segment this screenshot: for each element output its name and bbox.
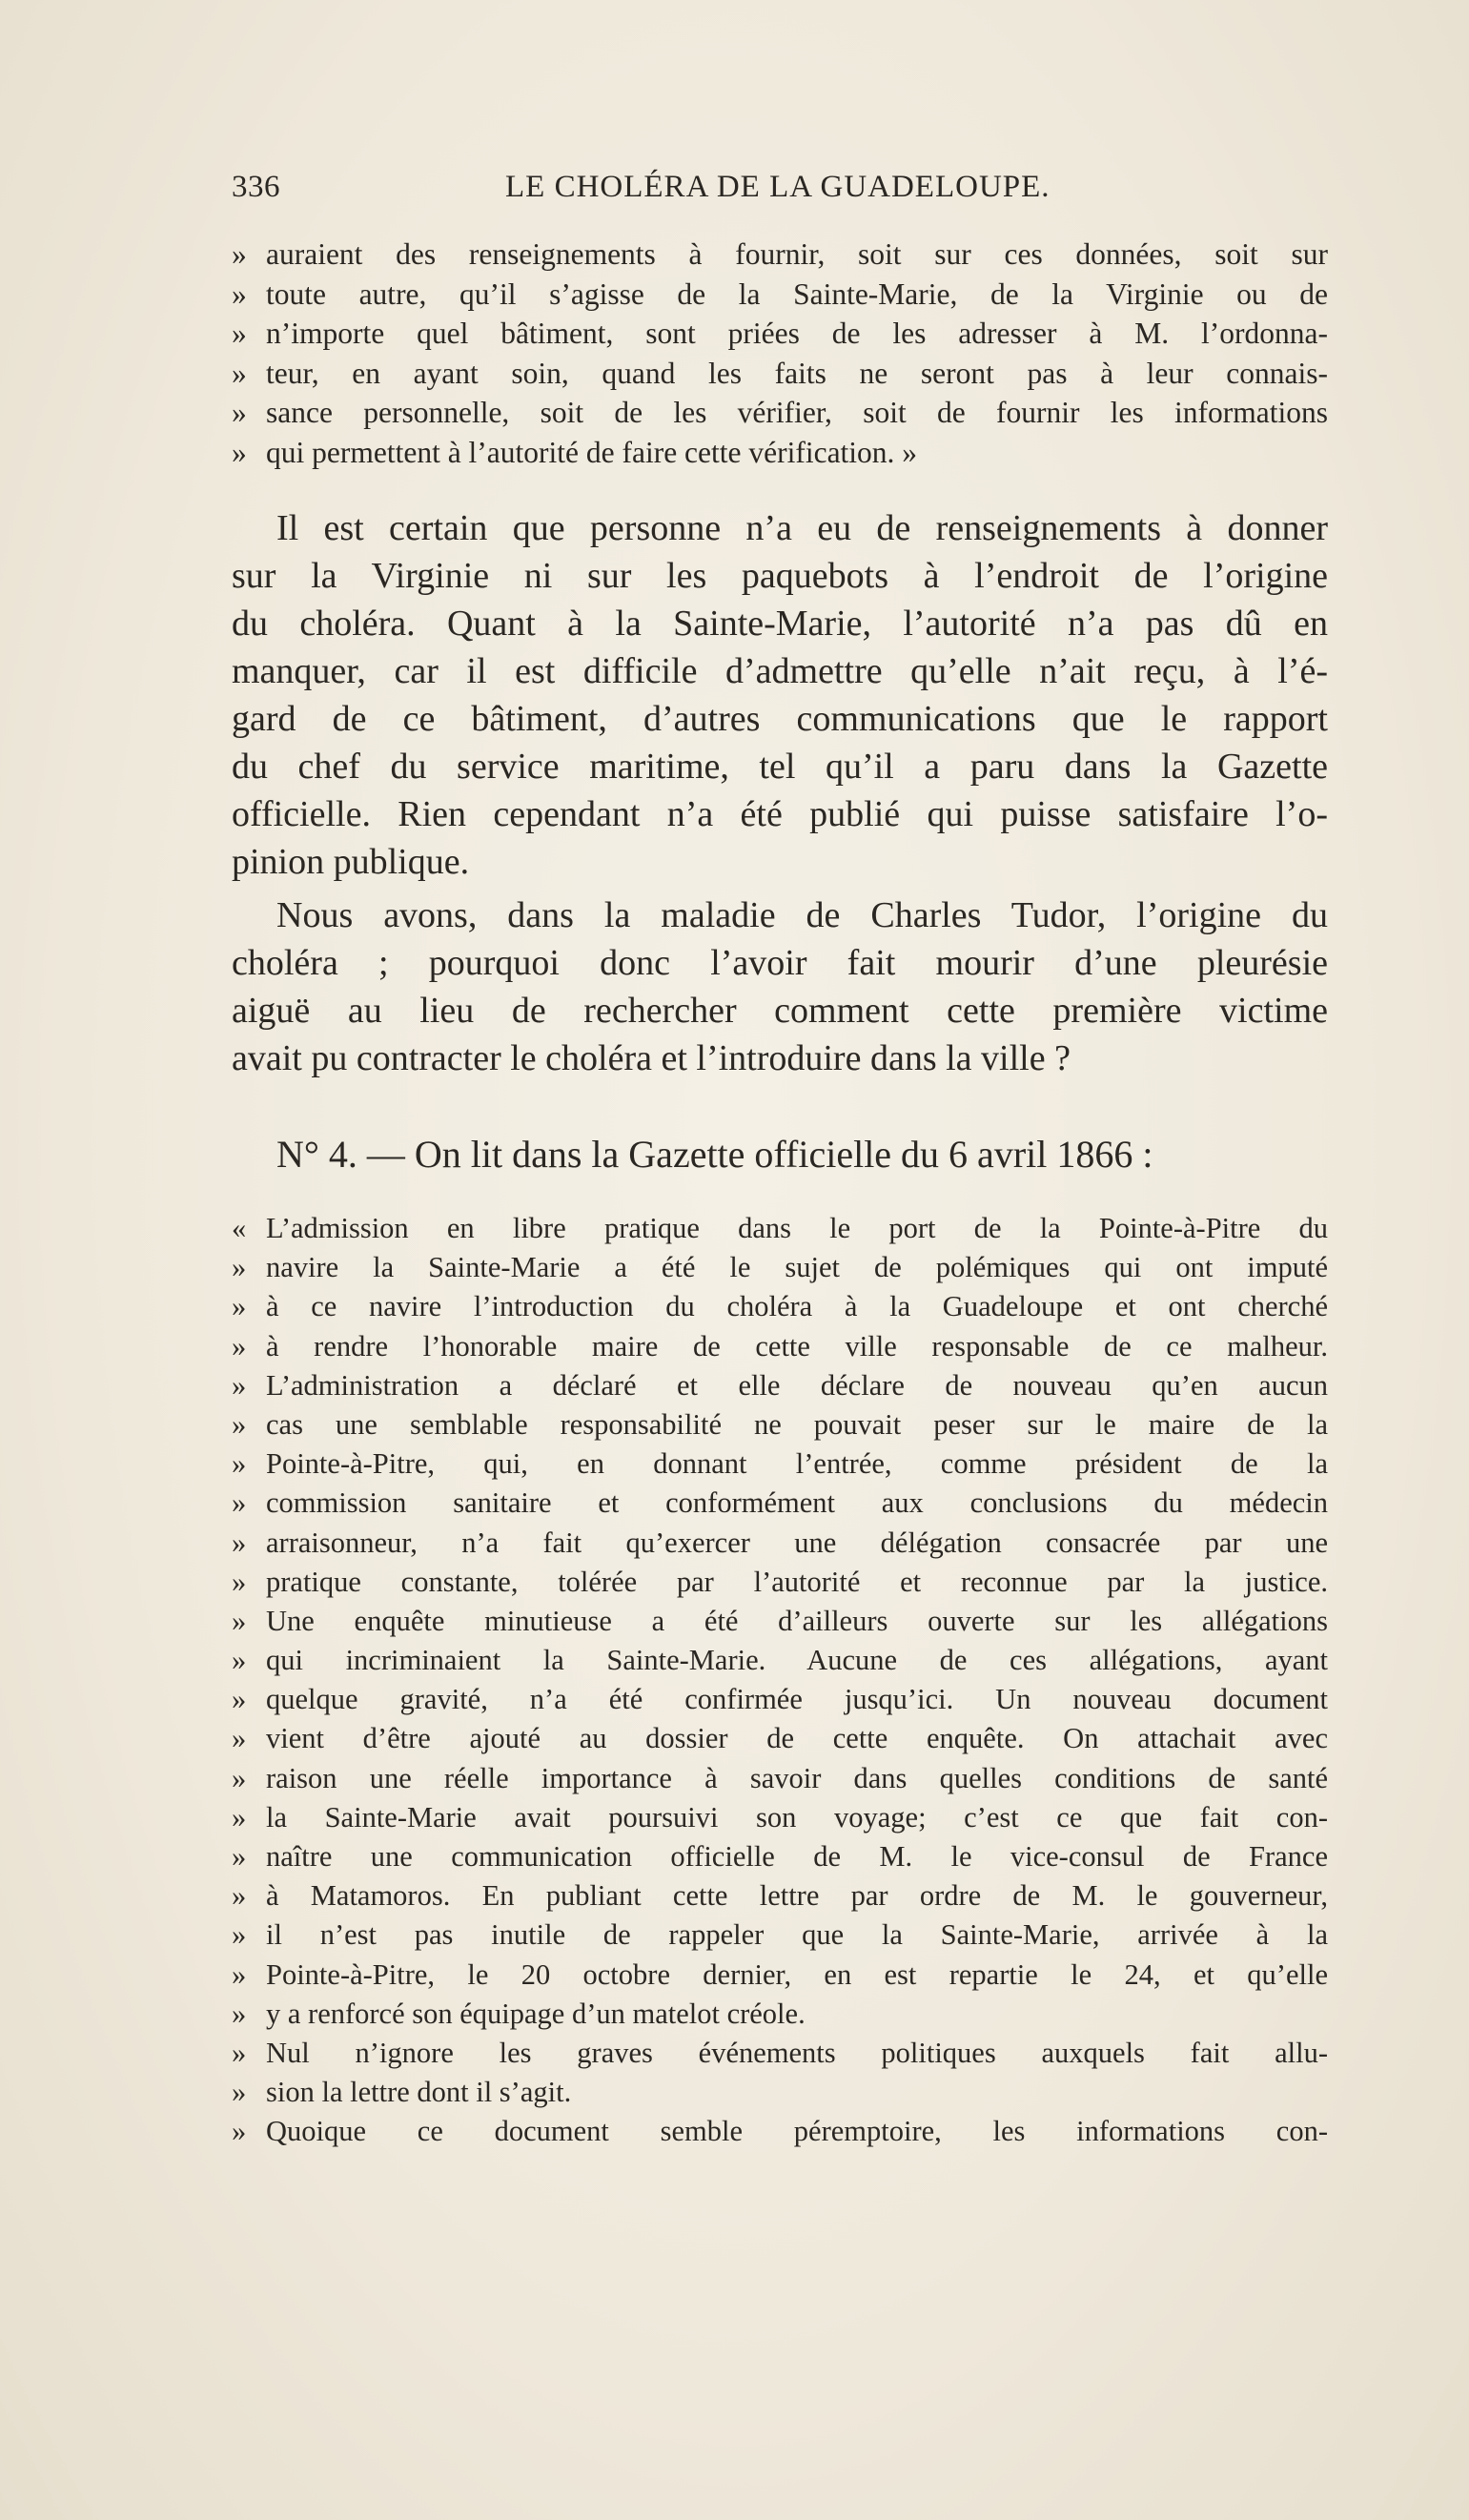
- quote-line: » sance personnelle, soit de les vérifier, soit de fournir les informations: [232, 396, 1328, 429]
- text-line: pinion publique.: [232, 842, 470, 882]
- quote-line: » sion la lettre dont il s’agit.: [232, 2076, 572, 2109]
- quote-line: » navire la Sainte-Marie a été le sujet de polémiques qui ont imputé: [232, 1251, 1328, 1284]
- quote-line: » qui incriminaient la Sainte-Marie. Aucune de ces allégations, ayant: [232, 1644, 1328, 1677]
- quote-bottom: [232, 1209, 1328, 2152]
- text-line: officielle. Rien cependant n’a été publié qui puisse satisfaire l’o-: [232, 794, 1328, 834]
- paragraph-2: [232, 891, 1328, 1082]
- quote-line: » à ce navire l’introduction du choléra à la Guadeloupe et ont cherché: [232, 1290, 1328, 1323]
- quote-line: « L’admission en libre pratique dans le port de la Pointe-à-Pitre du: [232, 1212, 1328, 1244]
- text-line: Il est certain que personne n’a eu de renseignements à donner: [276, 508, 1328, 548]
- quote-line: » toute autre, qu’il s’agisse de la Sainte-Marie, de la Virginie ou de: [232, 277, 1328, 311]
- running-head: LE CHOLÉRA DE LA GUADELOUPE.: [505, 170, 1051, 204]
- quote-line: » arraisonneur, n’a fait qu’exercer une délégation consacrée par une: [232, 1526, 1328, 1559]
- quote-line: » Nul n’ignore les graves événements politiques auxquels fait allu-: [232, 2036, 1328, 2069]
- quote-line: » pratique constante, tolérée par l’autorité et reconnue par la justice.: [232, 1565, 1328, 1598]
- quote-line: » Pointe-à-Pitre, qui, en donnant l’entrée, comme président de la: [232, 1447, 1328, 1481]
- text-line: gard de ce bâtiment, d’autres communications que le rapport: [232, 699, 1328, 739]
- quote-top: [232, 235, 1328, 472]
- quote-line: » cas une semblable responsabilité ne pouvait peser sur le maire de la: [232, 1407, 1328, 1441]
- quote-line: » commission sanitaire et conformément aux conclusions du médecin: [232, 1486, 1328, 1520]
- text-line: manquer, car il est difficile d’admettre qu’elle n’ait reçu, à l’é-: [232, 651, 1328, 691]
- quote-line: » n’importe quel bâtiment, sont priées de les adresser à M. l’ordonna-: [232, 317, 1328, 350]
- text-line: Nous avons, dans la maladie de Charles Tudor, l’origine du: [276, 895, 1328, 935]
- quote-line: » y a renforcé son équipage d’un matelot créole.: [232, 1997, 806, 2030]
- quote-line: » raison une réelle importance à savoir dans quelles conditions de santé: [232, 1761, 1328, 1794]
- quote-line: » Une enquête minutieuse a été d’ailleurs ouverte sur les allégations: [232, 1604, 1328, 1637]
- text-line: avait pu contracter le choléra et l’introduire dans la ville ?: [232, 1038, 1071, 1078]
- quote-line: » la Sainte-Marie avait poursuivi son voyage; c’est ce que fait con-: [232, 1800, 1328, 1834]
- quote-line: » il n’est pas inutile de rappeler que la Sainte-Marie, arrivée à la: [232, 1918, 1328, 1952]
- quote-line: » quelque gravité, n’a été confirmée jusqu’ici. Un nouveau document: [232, 1683, 1328, 1716]
- text-line: choléra ; pourquoi donc l’avoir fait mourir d’une pleurésie: [232, 943, 1328, 983]
- quote-line: » naître une communication officielle de M. le vice-consul de France: [232, 1840, 1328, 1873]
- text-line: aiguë au lieu de rechercher comment cette première victime: [232, 991, 1328, 1031]
- quote-line: » vient d’être ajouté au dossier de cette enquête. On attachait avec: [232, 1722, 1328, 1755]
- quote-line: » teur, en ayant soin, quand les faits ne seront pas à leur connais-: [232, 356, 1328, 390]
- quote-line: » Pointe-à-Pitre, le 20 octobre dernier, en est repartie le 24, et qu’elle: [232, 1957, 1328, 1991]
- page-number: 336: [232, 170, 280, 204]
- quote-line: » Quoique ce document semble péremptoire, les informations con-: [232, 2115, 1328, 2148]
- text-line: sur la Virginie ni sur les paquebots à l’endroit de l’origine: [232, 556, 1328, 596]
- page-header: [232, 170, 1328, 214]
- quote-line: » à Matamoros. En publiant cette lettre par ordre de M. le gouverneur,: [232, 1879, 1328, 1913]
- section-heading: N° 4. — On lit dans la Gazette officielle du 6 avril 1866 :: [276, 1133, 1153, 1176]
- quote-line: » qui permettent à l’autorité de faire cette vérification. »: [232, 435, 918, 469]
- quote-line: » à rendre l’honorable maire de cette ville responsable de ce malheur.: [232, 1329, 1328, 1362]
- quote-line: » L’administration a déclaré et elle déclare de nouveau qu’en aucun: [232, 1368, 1328, 1402]
- quote-line: » auraient des renseignements à fournir, soit sur ces données, soit sur: [232, 237, 1328, 271]
- paragraph-1: [232, 504, 1328, 886]
- text-line: du chef du service maritime, tel qu’il a paru dans la Gazette: [232, 747, 1328, 787]
- text-line: du choléra. Quant à la Sainte-Marie, l’autorité n’a pas dû en: [232, 604, 1328, 644]
